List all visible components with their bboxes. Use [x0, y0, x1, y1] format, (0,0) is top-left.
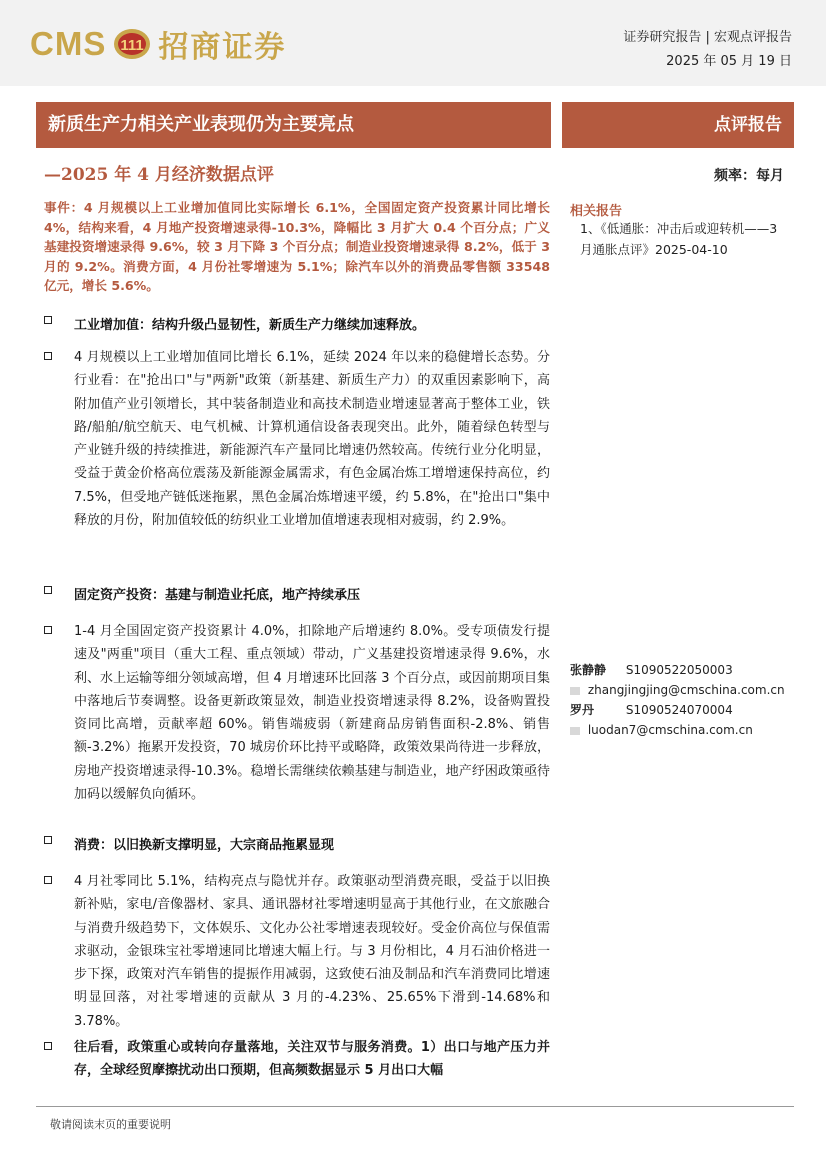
company-logo [30, 22, 286, 66]
logo-text-cn: 招商证券 [158, 30, 287, 65]
analyst-name: 罗丹 [570, 703, 595, 717]
related-reports-heading: 相关报告 [570, 204, 623, 219]
analyst-name: 张静静 [570, 663, 607, 677]
footer-note: 敬请阅读末页的重要说明 [50, 1118, 171, 1131]
report-date: 2025 年 05 月 19 日 [666, 54, 792, 69]
analyst-email[interactable]: luodan7@cmschina.com.cn [587, 723, 753, 737]
footer-divider [36, 1106, 794, 1107]
bullet-icon [44, 316, 52, 324]
svg-text:111: 111 [120, 37, 145, 54]
report-tag: 点评报告 [562, 102, 794, 148]
bullet-icon [44, 836, 52, 844]
report-subtitle: —2025 年 4 月经济数据点评 [44, 165, 274, 185]
analyst-cert: S1090524070004 [625, 703, 733, 717]
analyst-email-row [570, 680, 800, 700]
logo-text-en: CMS [30, 25, 107, 62]
related-report-item[interactable]: 1、《低通胀：冲击后或迎转机——3 月通胀点评》2025-04-10 [580, 221, 778, 257]
analyst-email[interactable]: zhangjingjing@cmschina.com.cn [587, 683, 785, 697]
event-summary: 事件：4 月规模以上工业增加值同比实际增长 6.1%，全国固定资产投资累计同比增长 4%，结构来看，4 月地产投资增速录得-10.3%，降幅比 3 月扩大 0.4 个百分点；广义基建投资增速录得 9.6%，较 3 月下降 3 个百分点；制造业投资增速录得 8.2%，低于 3 月的 9.2%。消费方面，4 月份社零增速为 5.1%；除汽车以外的消费品零售额 33548 亿元，增长 5.6%。 [44, 200, 550, 293]
email-icon [570, 727, 580, 735]
analyst-row [570, 700, 800, 720]
bullet-icon [44, 586, 52, 594]
bullet-icon [44, 876, 52, 884]
bullet-icon [44, 352, 52, 360]
analyst-email-row [570, 720, 800, 740]
analyst-list [570, 660, 800, 740]
report-frequency: 频率：每月 [714, 168, 784, 184]
analyst-row [570, 660, 800, 680]
analyst-cert: S1090522050003 [625, 663, 733, 677]
bullet-icon [44, 626, 52, 634]
email-icon [570, 687, 580, 695]
bullet-icon [44, 1042, 52, 1050]
report-meta [623, 26, 792, 74]
report-type: 证券研究报告 | 宏观点评报告 [623, 30, 792, 45]
report-title: 新质生产力相关产业表现仍为主要亮点 [36, 102, 551, 148]
logo-emblem-icon [112, 27, 152, 61]
